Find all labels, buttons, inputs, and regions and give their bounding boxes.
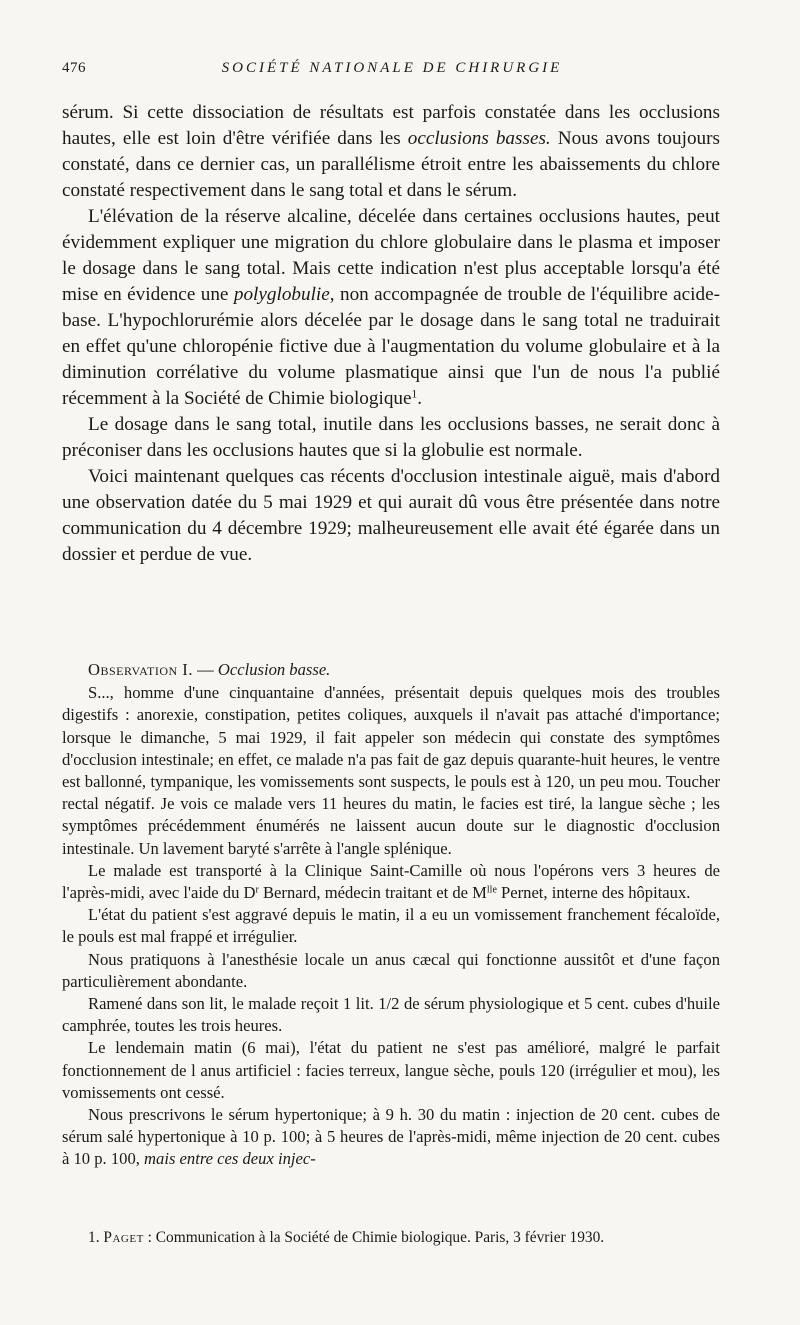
- text-run: Le malade est transporté à la Clinique Saint-Camille où nous l'opérons vers 3 heures de l'après-midi, avec l'aide du D: [62, 860, 720, 903]
- text-run: sérum. Si cette dissociation de résultats est parfois constatée dans les occlusions hautes, elle est loin d'être vérifiée dans les: [62, 102, 720, 149]
- superscript: r: [255, 884, 259, 896]
- text-run: L'élévation de la réserve alcaline, décelée dans certaines occlusions hautes, peut évidemment expliquer une migration du chlore globulaire dans le plasma et imposer le dosage dans le sang total. Mais cette indication n'est plus acceptable lorsqu'a été mise en évidence une: [62, 206, 720, 305]
- paragraph: [62, 860, 720, 904]
- observation-title: Occlusion basse.: [217, 660, 331, 679]
- italic-text: mais entre ces deux injec-: [144, 1149, 316, 1169]
- footnote-marker: 1: [411, 388, 418, 401]
- paragraph: S..., homme d'une cinquantaine d'années, présentait depuis quelques mois des troubles digestifs : anorexie, constipation, petites coliques, auxquels il n'avait pas attaché d'importance; lorsque le dimanche, 5 mai 1929, il fait appeler son médecin qui constate des symptômes d'occlusion intestinale; en effet, ce malade n'a pas fait de gaz depuis quarante-huit heures, le ventre est ballonné, tympanique, les vomissements sont suspects, le pouls est à 120, un peu mou. Toucher rectal négatif. Je vois ce malade vers 11 heures du matin, le facies est tiré, la langue sèche ; les symptômes précédemment énumérés ne laissent aucun doute sur le diagnostic d'occlusion intestinale. Un lavement baryté s'arrête à l'angle splénique.: [62, 683, 720, 858]
- text-run: Pernet, interne des hôpitaux.: [496, 883, 691, 903]
- footnote: [62, 1228, 720, 1248]
- observation-section: [62, 659, 720, 1171]
- italic-text: polyglobulie: [233, 284, 330, 305]
- text-run: Nous avons toujours constaté, dans ce dernier cas, un parallélisme étroit entre les abaissements du chlore constaté respectivement dans le sang total et dans le sérum.: [62, 128, 720, 201]
- paragraph: [62, 100, 720, 204]
- observation-heading: [62, 659, 720, 681]
- page-number: 476: [62, 60, 86, 76]
- paragraph: Le dosage dans le sang total, inutile dans les occlusions basses, ne serait donc à préconiser dans les occlusions hautes que si la globulie est normale.: [62, 414, 720, 461]
- text-run: Nous prescrivons le sérum hypertonique; à 9 h. 30 du matin : injection de 20 cent. cubes de sérum salé hypertonique à 10 p. 100; à 5 heures de l'après-midi, même injection de 20 cent. cubes à 10 p. 100,: [62, 1105, 720, 1169]
- paragraph: Voici maintenant quelques cas récents d'occlusion intestinale aiguë, mais d'abord une observation datée du 5 mai 1929 et qui aurait dû vous être présentée dans notre communication du 4 décembre 1929; malheureusement elle avait été égarée dans un dossier et perdue de vue.: [62, 466, 720, 565]
- paragraph: Ramené dans son lit, le malade reçoit 1 lit. 1/2 de sérum physiologique et 5 cent. cubes d'huile camphrée, toutes les trois heures.: [62, 994, 720, 1036]
- paragraph: Le lendemain matin (6 mai), l'état du patient ne s'est pas amélioré, malgré le parfait fonctionnement de l anus artificiel : facies terreux, langue sèche, pouls 120 (irrégulier et mou), les vomissements ont cessé.: [62, 1038, 720, 1102]
- paragraph: Nous pratiquons à l'anesthésie locale un anus cæcal qui fonctionne aussitôt et d'une façon particulièrement abondante.: [62, 949, 720, 991]
- footnote-text: [62, 1228, 720, 1248]
- italic-text: occlusions basses.: [407, 128, 551, 149]
- text-run: : Communication à la Société de Chimie biologique. Paris, 3 février 1930.: [143, 1229, 605, 1246]
- paragraph: [62, 1104, 720, 1171]
- page-header: [62, 60, 722, 84]
- observation-label: Observation I.: [88, 660, 193, 679]
- running-title: SOCIÉTÉ NATIONALE DE CHIRURGIE: [221, 60, 563, 76]
- paragraph: L'état du patient s'est aggravé depuis le matin, il a eu un vomissement franchement fécaloïde, le pouls est mal frappé et irrégulier.: [62, 905, 720, 947]
- main-text: [62, 100, 720, 568]
- superscript: lle: [486, 884, 497, 896]
- footnote-author: Paget: [103, 1229, 144, 1246]
- text-run: .: [417, 388, 423, 409]
- text-run: , non accompagnée de trouble de l'équilibre acide-base. L'hypochlorurémie alors décelée par le dosage dans le sang total ne traduirait en effet qu'une chloropénie fictive due à l'augmentation du volume globulaire et à la diminution corrélative du volume plasmatique ainsi que l'un de nous l'a publié récemment à la Société de Chimie biologique: [62, 284, 720, 409]
- text-run: —: [192, 660, 218, 679]
- footnote-number: 1.: [88, 1229, 100, 1246]
- paragraph: [62, 204, 720, 412]
- text-run: Bernard, médecin traitant et de M: [258, 883, 487, 903]
